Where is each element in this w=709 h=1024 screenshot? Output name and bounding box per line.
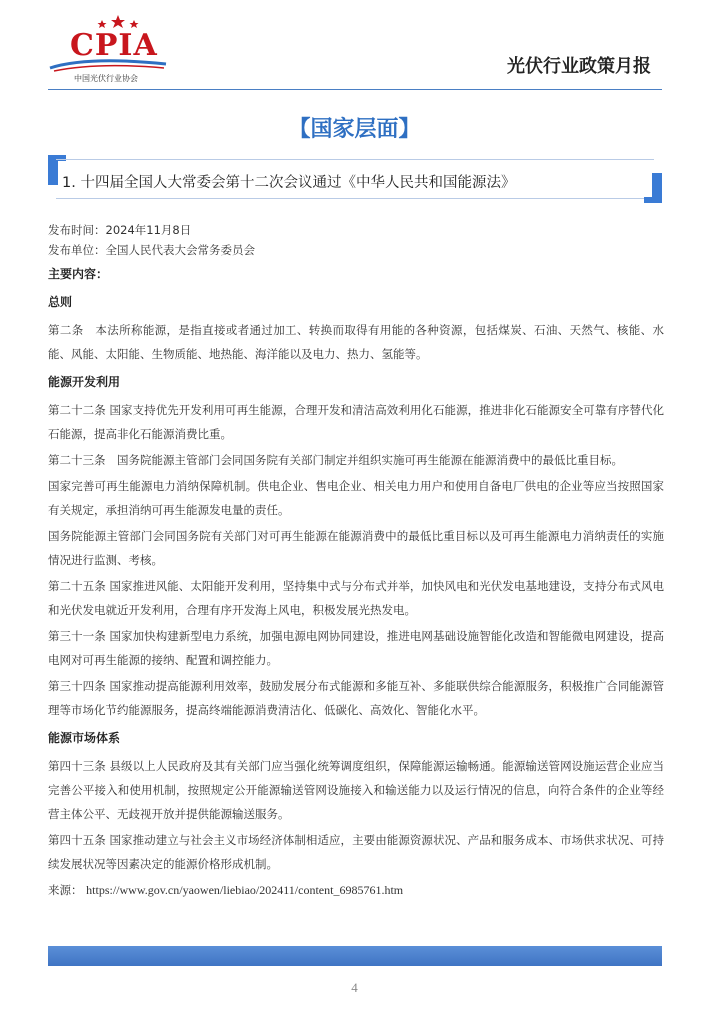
cpia-logo <box>48 14 168 84</box>
logo-text: CPIA <box>70 28 158 63</box>
footer-bar <box>48 946 662 966</box>
section-market: 能源市场体系 <box>48 731 121 745</box>
logo-swoosh-icon <box>48 54 168 74</box>
paragraph-article-34: 第三十四条 国家推动提高能源利用效率，鼓励发展分布式能源和多能互补、多能联供综合能源服务，积极推广合同能源管理等市场化节约能源服务，提高终端能源消费清洁化、低碳化、高效化、智能化水平。 <box>48 679 664 717</box>
paragraph-article-23: 第二十三条 国务院能源主管部门会同国务院有关部门制定并组织实施可再生能源在能源消费中的最低比重目标。 <box>48 453 623 467</box>
header-divider <box>48 89 662 90</box>
paragraph-article-25: 第二十五条 国家推进风能、太阳能开发利用，坚持集中式与分布式并举，加快风电和光伏发电基地建设，支持分布式风电和光伏发电就近开发利用，合理有序开发海上风电，积极发展光热发电。 <box>48 579 664 617</box>
item-title-box <box>48 155 662 203</box>
paragraph-article-22: 第二十二条 国家支持优先开发利用可再生能源，合理开发和清洁高效利用化石能源，推进非化石能源安全可靠有序替代化石能源，提高非化石能源消费比重。 <box>48 403 664 441</box>
paragraph-article-2: 第二条 本法所称能源，是指直接或者通过加工、转换而取得有用能的各种资源，包括煤炭、石油、天然气、核能、水能、风能、太阳能、生物质能、地热能、海洋能以及电力、热力、氢能等。 <box>48 323 664 361</box>
page-number: 4 <box>351 980 358 995</box>
title-corner-bottom-right <box>644 197 662 203</box>
section-general: 总则 <box>48 295 73 309</box>
publish-date: 发布时间：2024年11月8日 <box>48 223 192 237</box>
source-label: 来源： <box>48 883 83 897</box>
section-development: 能源开发利用 <box>48 375 121 389</box>
paragraph-monitoring: 国务院能源主管部门会同国务院有关部门对可再生能源在能源消费中的最低比重目标以及可再生能源电力消纳责任的实施情况进行监测、考核。 <box>48 529 664 567</box>
source-line <box>48 880 664 900</box>
page-header <box>0 0 709 90</box>
report-title: 光伏行业政策月报 <box>507 56 651 77</box>
main-content-label: 主要内容： <box>48 267 109 281</box>
paragraph-article-43: 第四十三条 县级以上人民政府及其有关部门应当强化统筹调度组织，保障能源运输畅通。能源输送管网设施运营企业应当完善公平接入和使用机制，按照规定公开能源输送管网设施接入和输送能力以及运行情况的信息，向符合条件的企业等经营主体公平、无歧视开放并提供能源输送服务。 <box>48 759 664 821</box>
paragraph-article-45: 第四十五条 国家推动建立与社会主义市场经济体制相适应，主要由能源资源状况、产品和服务成本、市场供求状况、可持续发展状况等因素决定的能源价格形成机制。 <box>48 833 664 871</box>
article-content <box>48 220 664 900</box>
source-link[interactable]: https://www.gov.cn/yaowen/liebiao/202411/content_6985761.htm <box>86 883 404 897</box>
logo-subtitle: 中国光伏行业协会 <box>74 74 138 83</box>
paragraph-article-31: 第三十一条 国家加快构建新型电力系统，加强电源电网协同建设，推进电网基础设施智能化改造和智能微电网建设，提高电网对可再生能源的接纳、配置和调控能力。 <box>48 629 664 667</box>
section-title: 【国家层面】 <box>288 117 421 142</box>
item-title: 1. 十四届全国人大常委会第十二次会议通过《中华人民共和国能源法》 <box>62 175 516 191</box>
publisher: 发布单位：全国人民代表大会常务委员会 <box>48 243 255 257</box>
paragraph-consumption-guarantee: 国家完善可再生能源电力消纳保障机制。供电企业、售电企业、相关电力用户和使用自备电厂供电的企业等应当按照国家有关规定，承担消纳可再生能源发电量的责任。 <box>48 479 664 517</box>
